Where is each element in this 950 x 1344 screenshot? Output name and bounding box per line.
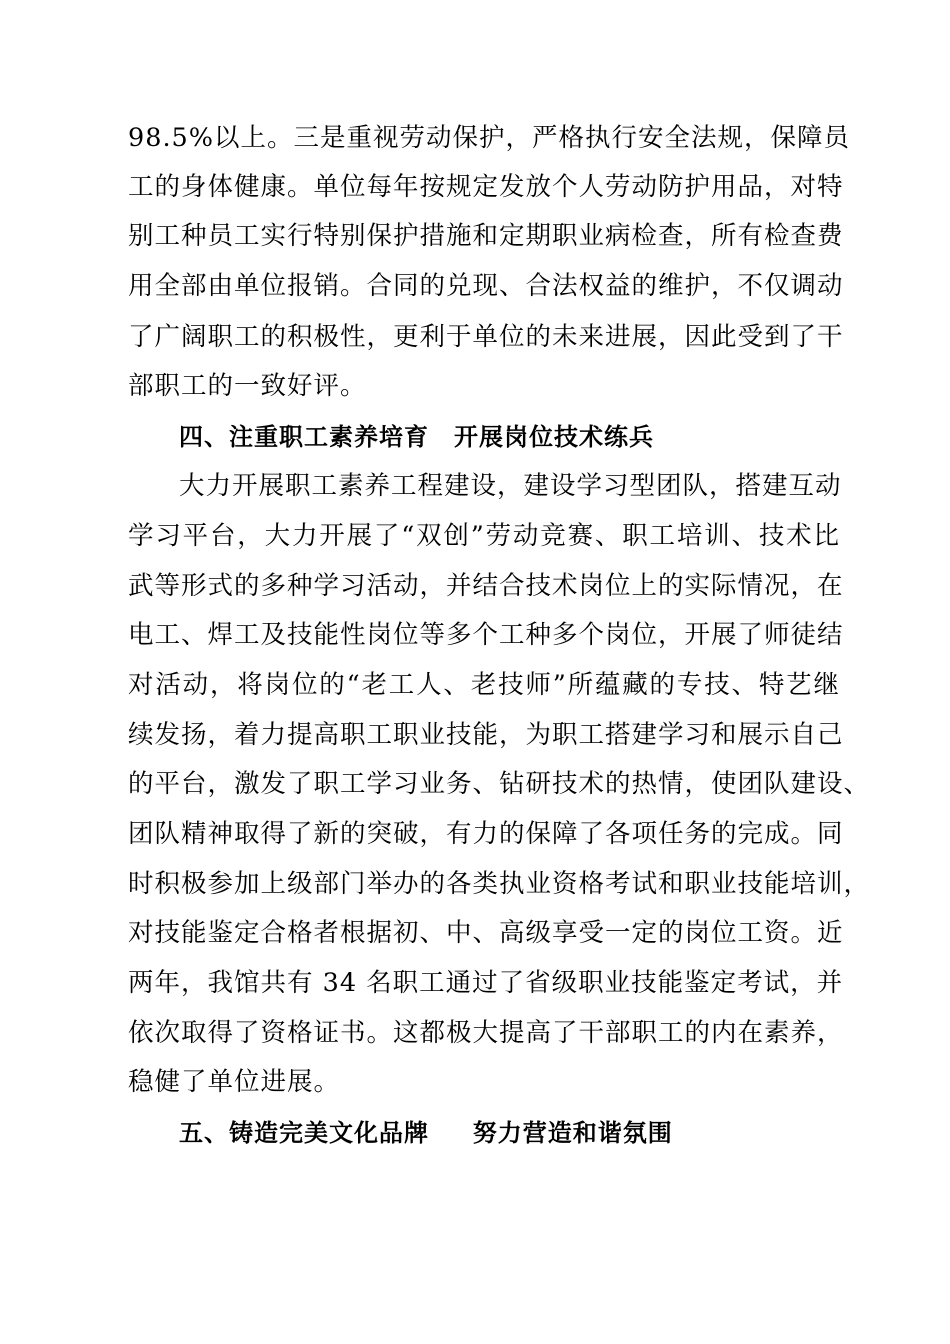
- paragraph-line: 电工、焊工及技能性岗位等多个工种多个岗位，开展了师徒结: [128, 620, 844, 650]
- paragraph-line: 团队精神取得了新的突破，有力的保障了各项任务的完成。同: [128, 819, 844, 849]
- paragraph-line: 依次取得了资格证书。这都极大提高了干部职工的内在素养，: [128, 1018, 844, 1048]
- paragraph-line: 武等形式的多种学习活动，并结合技术岗位上的实际情况，在: [128, 571, 844, 601]
- paragraph-line: 别工种员工实行特别保护措施和定期职业病检查，所有检查费: [128, 221, 844, 251]
- paragraph-line: 稳健了单位进展。: [128, 1067, 341, 1097]
- paragraph-line: 大力开展职工素养工程建设，建设学习型团队，搭建互动: [179, 471, 842, 501]
- paragraph-line: 部职工的一致好评。: [128, 371, 367, 401]
- paragraph-line: 续发扬，着力提高职工职业技能，为职工搭建学习和展示自己: [128, 720, 844, 750]
- paragraph-line: 对技能鉴定合格者根据初、中、高级享受一定的岗位工资。近: [128, 918, 844, 948]
- paragraph-line: 了广阔职工的积极性，更利于单位的未来进展，因此受到了干: [128, 322, 844, 352]
- section-heading-4: 四、注重职工素养培育 开展岗位技术练兵: [179, 423, 654, 451]
- paragraph-line: 的平台，激发了职工学习业务、钻研技术的热情，使团队建设、: [128, 769, 871, 799]
- paragraph-line: 工的身体健康。单位每年按规定发放个人劳动防护用品，对特: [128, 172, 844, 202]
- paragraph-line: 时积极参加上级部门举办的各类执业资格考试和职业技能培训，: [128, 869, 871, 899]
- section-heading-5: 五、铸造完美文化品牌 努力营造和谐氛围: [179, 1119, 673, 1147]
- paragraph-line: 两年，我馆共有 34 名职工通过了省级职业技能鉴定考试，并: [128, 968, 844, 998]
- paragraph-line: 学习平台，大力开展了“双创”劳动竞赛、职工培训、技术比: [128, 521, 840, 551]
- paragraph-line: 对活动，将岗位的“老工人、老技师”所蕴藏的专技、特艺继: [128, 670, 840, 700]
- paragraph-line: 98.5%以上。三是重视劳动保护，严格执行安全法规，保障员: [128, 123, 851, 153]
- paragraph-line: 用全部由单位报销。合同的兑现、合法权益的维护，不仅调动: [128, 271, 844, 301]
